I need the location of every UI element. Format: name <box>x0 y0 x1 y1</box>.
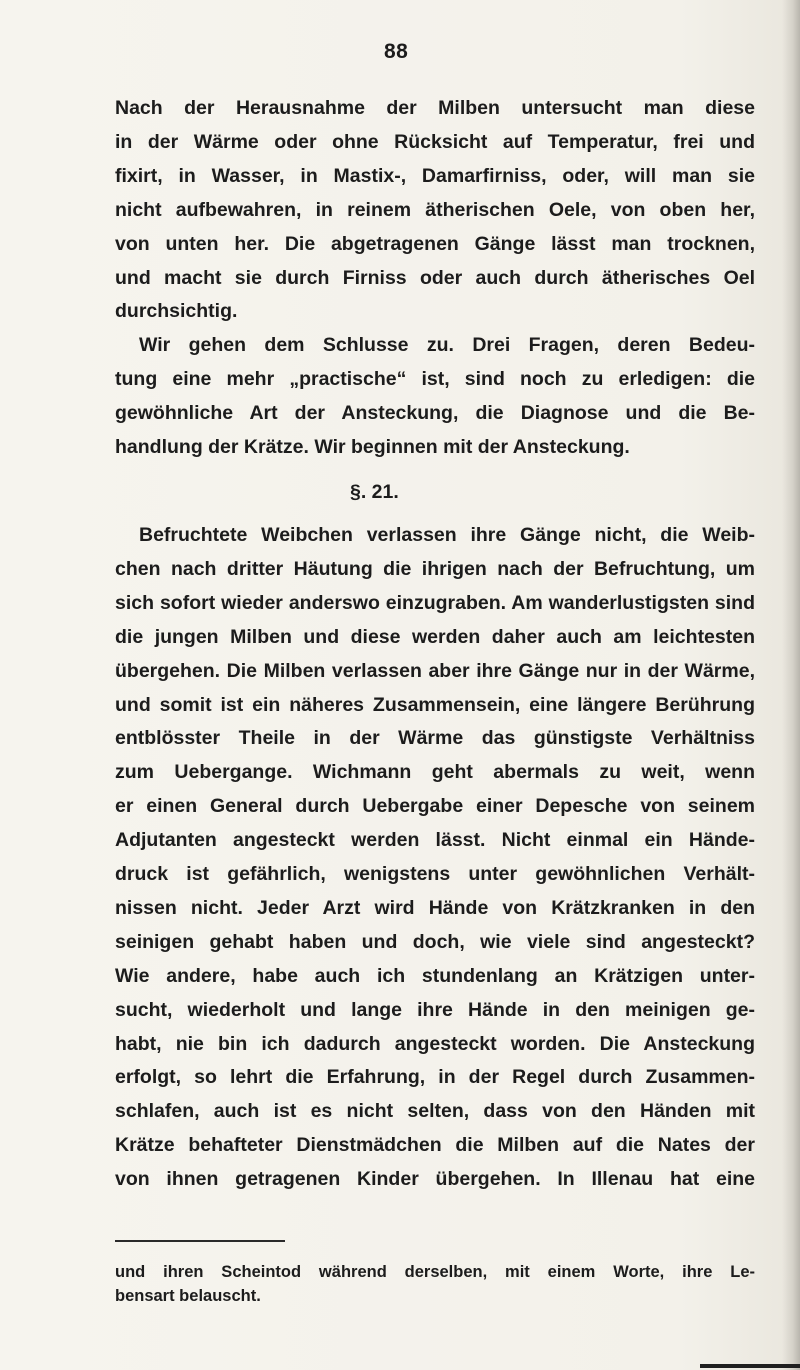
text-line: Krätze behafteter Dienstmädchen die Milben auf die Nates der <box>115 1134 755 1157</box>
paragraph-3 <box>115 519 755 1197</box>
text-line: Wie andere, habe auch ich stundenlang an Krätzigen unter- <box>115 964 755 987</box>
text-line: handlung der Krätze. Wir beginnen mit der Ansteckung. <box>115 436 630 459</box>
text-line: nissen nicht. Jeder Arzt wird Hände von Krätzkranken in den <box>115 896 755 919</box>
text-line: entblösster Theile in der Wärme das günstigste Verhältniss <box>115 727 755 750</box>
text-line: zum Uebergange. Wichmann geht abermals zu weit, wenn <box>115 761 755 784</box>
text-line: übergehen. Die Milben verlassen aber ihre Gänge nur in der Wärme, <box>115 659 755 682</box>
text-line: in der Wärme oder ohne Rücksicht auf Temperatur, frei und <box>115 130 755 153</box>
text-line: sich sofort wieder anderswo einzugraben. Am wanderlustigsten sind <box>115 591 755 614</box>
paragraph-2 <box>115 329 755 465</box>
text-line: gewöhnliche Art der Ansteckung, die Diagnose und die Be- <box>115 402 755 425</box>
footnote-divider <box>115 1240 285 1242</box>
text-line: Nach der Herausnahme der Milben untersucht man diese <box>115 97 755 119</box>
text-line: chen nach dritter Häutung die ihrigen nach der Befruchtung, um <box>115 557 755 580</box>
section-heading: §. 21. <box>350 480 399 503</box>
body-text <box>115 92 755 1197</box>
text-line: schlafen, auch ist es nicht selten, dass von den Händen mit <box>115 1100 755 1123</box>
text-line: und macht sie durch Firniss oder auch durch ätherisches Oel <box>115 266 755 289</box>
footnote <box>115 1260 755 1308</box>
text-line: habt, nie bin ich dadurch angesteckt worden. Die Ansteckung <box>115 1032 755 1055</box>
text-line: und somit ist ein näheres Zusammensein, eine längere Berührung <box>115 693 755 716</box>
text-line: die jungen Milben und diese werden daher auch am leichtesten <box>115 625 755 648</box>
bottom-edge-rule <box>700 1364 800 1368</box>
text-line: durchsichtig. <box>115 300 238 323</box>
page-number: 88 <box>384 40 409 63</box>
page-edge-shadow <box>782 0 800 1370</box>
text-line: von ihnen getragenen Kinder übergehen. In Illenau hat eine <box>115 1168 755 1191</box>
text-line: Wir gehen dem Schlusse zu. Drei Fragen, deren Bedeu- <box>139 334 755 357</box>
text-line: nicht aufbewahren, in reinem ätherischen Oele, von oben her, <box>115 198 755 221</box>
text-line: sucht, wiederholt und lange ihre Hände in den meinigen ge- <box>115 998 755 1021</box>
text-line: tung eine mehr „practische“ ist, sind noch zu erledigen: die <box>115 368 755 391</box>
paragraph-1 <box>115 92 755 329</box>
text-line: Befruchtete Weibchen verlassen ihre Gänge nicht, die Weib- <box>139 523 755 546</box>
text-line: seinigen gehabt haben und doch, wie viele sind angesteckt? <box>115 930 755 953</box>
text-line: druck ist gefährlich, wenigstens unter gewöhnlichen Verhält- <box>115 863 755 886</box>
text-line: fixirt, in Wasser, in Mastix-, Damarfirniss, oder, will man sie <box>115 164 755 187</box>
text-line: Adjutanten angesteckt werden lässt. Nicht einmal ein Hände- <box>115 829 755 852</box>
text-line: er einen General durch Uebergabe einer Depesche von seinem <box>115 795 755 818</box>
footnote-line: bensart belauscht. <box>115 1287 261 1305</box>
text-line: von unten her. Die abgetragenen Gänge lässt man trocknen, <box>115 232 755 255</box>
text-line: erfolgt, so lehrt die Erfahrung, in der Regel durch Zusammen- <box>115 1066 755 1089</box>
footnote-line: und ihren Scheintod während derselben, mit einem Worte, ihre Le- <box>115 1263 755 1281</box>
